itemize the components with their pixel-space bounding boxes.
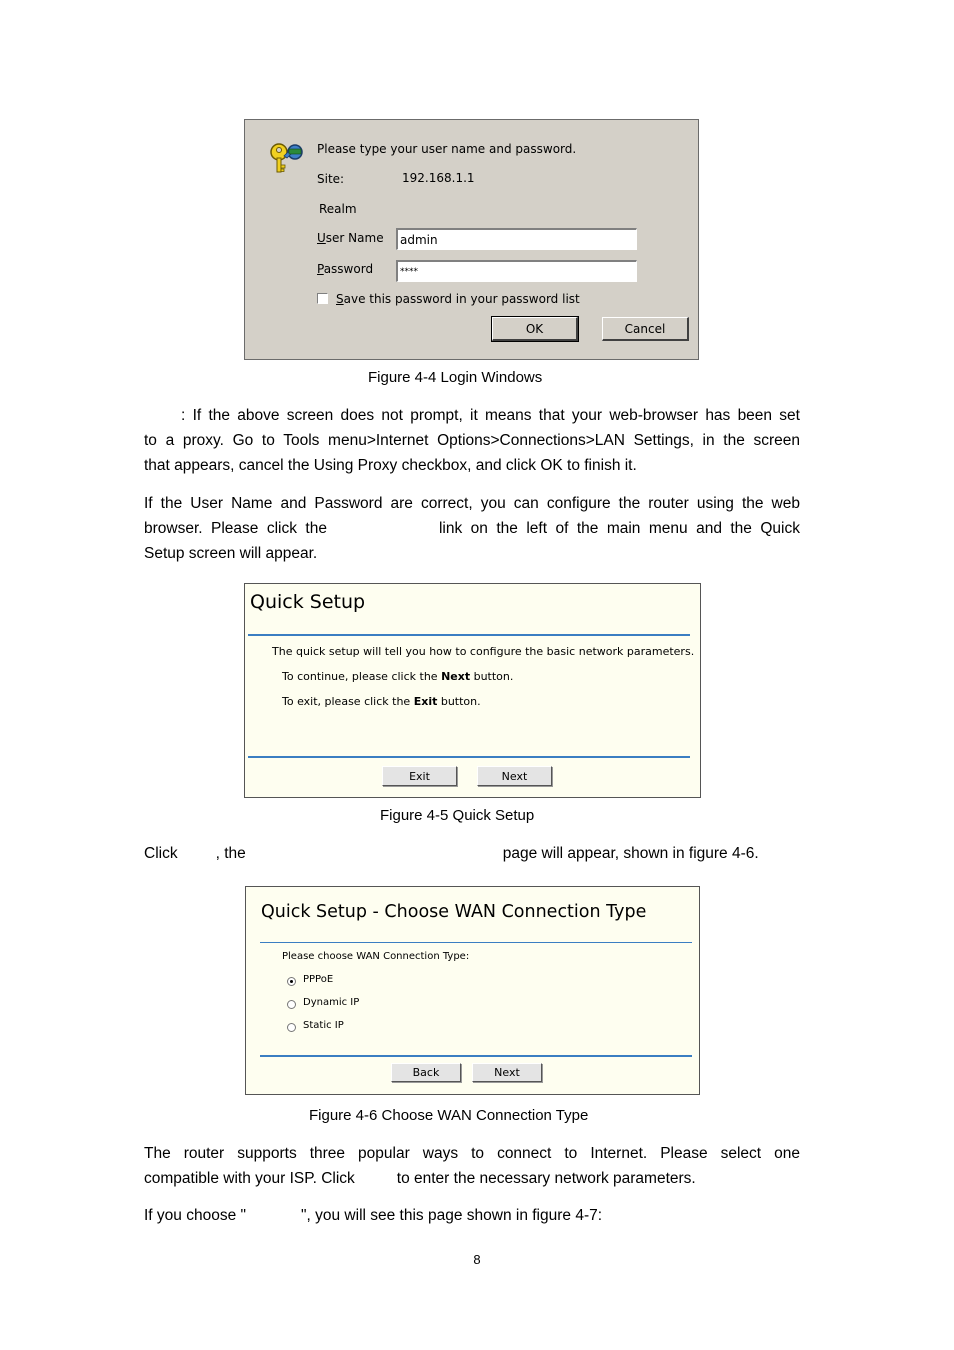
- para2-line-1: If the User Name and Password are correct, you can configure the router using the web: [144, 495, 800, 512]
- login-prompt: Please type your user name and password.: [317, 142, 577, 156]
- footer-divider: [248, 756, 690, 758]
- quick-setup-title: Quick Setup: [250, 591, 366, 613]
- pppoe-radio[interactable]: [287, 977, 296, 986]
- note-line-1: : If the above screen does not prompt, it means that your web-browser has been set: [181, 407, 800, 424]
- wan-type-panel: [245, 886, 700, 1095]
- quick-setup-panel: [244, 583, 701, 798]
- password-input[interactable]: [396, 260, 637, 282]
- save-password-label: Save this password in your password list: [336, 292, 580, 306]
- login-success-paragraph: [144, 491, 800, 566]
- note-line-3: that appears, cancel the Using Proxy checkbox, and click OK to finish it.: [144, 457, 637, 474]
- note-line-2: to a proxy. Go to Tools menu>Internet Options>Connections>LAN Settings, in the screen: [144, 432, 800, 449]
- login-dialog: [244, 119, 699, 360]
- quick-setup-intro: The quick setup will tell you how to configure the basic network parameters.: [272, 645, 695, 658]
- figure-4-4-caption: Figure 4-4 Login Windows: [368, 369, 543, 386]
- title-divider: [248, 634, 690, 636]
- save-password-checkbox[interactable]: [317, 293, 328, 304]
- username-label: User Name: [317, 231, 384, 245]
- connection-types-paragraph: [144, 1141, 800, 1191]
- exit-button[interactable]: Exit: [382, 766, 457, 786]
- proxy-note: [144, 403, 800, 478]
- site-label: Site:: [317, 172, 345, 186]
- footer-divider: [260, 1055, 692, 1057]
- para2-line-3: Setup screen will appear.: [144, 545, 318, 562]
- title-divider: [260, 942, 692, 943]
- para4-line-2: compatible with your ISP. Click to enter the necessary network parameters.: [144, 1170, 696, 1187]
- site-value: 192.168.1.1: [402, 171, 475, 185]
- next-button[interactable]: Next: [477, 766, 552, 786]
- back-button[interactable]: Back: [391, 1063, 461, 1082]
- dynamic-ip-radio[interactable]: [287, 1000, 296, 1009]
- para2-line-2: browser. Please click the link on the left of the main menu and the Quick: [144, 520, 800, 537]
- realm-label: Realm: [319, 202, 357, 216]
- username-input[interactable]: [396, 228, 637, 250]
- ok-button[interactable]: OK: [492, 317, 578, 341]
- dynamic-ip-label: Dynamic IP: [303, 997, 360, 1008]
- para4-line-1: The router supports three popular ways to connect to Internet. Please select one: [144, 1145, 800, 1162]
- continue-instruction: To continue, please click the Next button.: [282, 670, 514, 683]
- cancel-button[interactable]: Cancel: [602, 317, 689, 341]
- password-label: Password: [317, 262, 374, 276]
- click-next-paragraph: Click , the page will appear, shown in figure 4-6.: [144, 845, 759, 862]
- wan-type-title: Quick Setup - Choose WAN Connection Type: [261, 902, 647, 922]
- page-number: 8: [473, 1252, 481, 1267]
- exit-instruction: To exit, please click the Exit button.: [282, 695, 481, 708]
- pppoe-choice-paragraph: If you choose " ", you will see this page shown in figure 4-7:: [144, 1207, 603, 1224]
- figure-4-6-caption: Figure 4-6 Choose WAN Connection Type: [309, 1107, 589, 1124]
- wan-type-prompt: Please choose WAN Connection Type:: [282, 951, 470, 962]
- figure-4-5-caption: Figure 4-5 Quick Setup: [380, 807, 535, 824]
- pppoe-label: PPPoE: [303, 974, 334, 985]
- static-ip-radio[interactable]: [287, 1023, 296, 1032]
- static-ip-label: Static IP: [303, 1020, 344, 1031]
- next-button[interactable]: Next: [472, 1063, 542, 1082]
- keys-icon: [267, 140, 307, 178]
